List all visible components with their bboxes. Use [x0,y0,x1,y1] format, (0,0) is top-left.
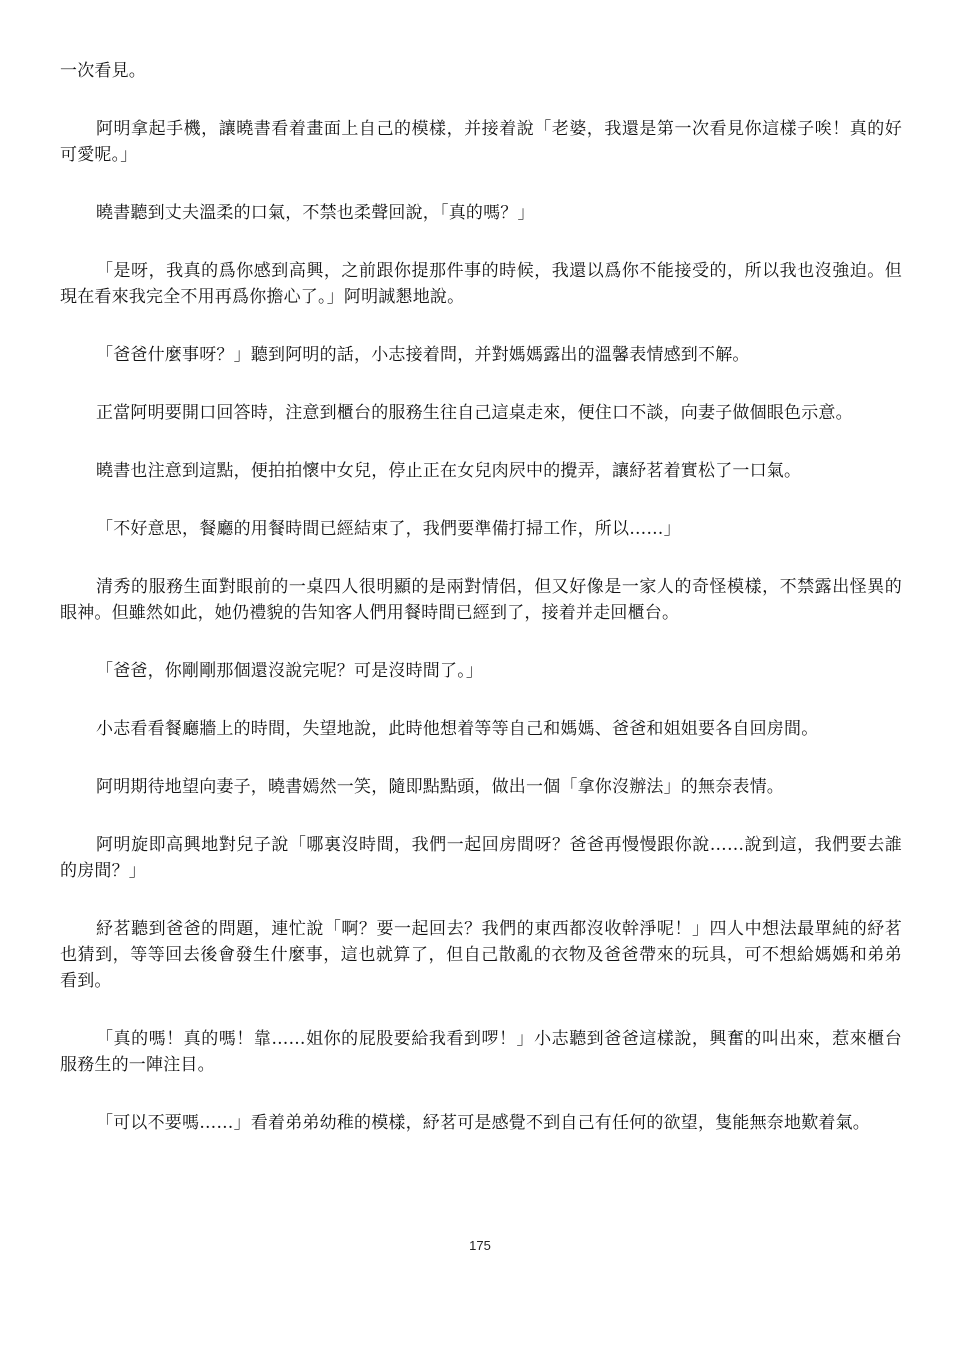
paragraph: 「真的嗎！真的嗎！靠……姐你的屁股要給我看到啰！」小志聽到爸爸這樣說，興奮的叫出來，惹來櫃台服務生的一陣注目。 [60,1029,902,1075]
paragraph: 「爸爸，你剛剛那個還沒說完呢？可是沒時間了。」 [96,661,484,681]
paragraph: 「不好意思，餐廳的用餐時間已經結束了，我們要準備打掃工作，所以……」 [96,519,681,539]
paragraph: 阿明期待地望向妻子，曉書嫣然一笑，隨即點點頭，做出一個「拿你沒辦法」的無奈表情。 [96,777,784,797]
page-number: 175 [469,1238,491,1253]
paragraph: 曉書也注意到這點，便拍拍懷中女兒，停止正在女兒肉屄中的攪弄，讓紓茗着實松了一口氣。 [96,461,802,481]
paragraph: 小志看看餐廳牆上的時間，失望地說，此時他想着等等自己和媽媽、爸爸和姐姐要各自回房間。 [96,719,819,739]
paragraph: 「可以不要嗎……」看着弟弟幼稚的模樣，紓茗可是感覺不到自己有任何的欲望，隻能無奈地歎着氣。 [96,1113,870,1133]
paragraph: 「是呀，我真的爲你感到高興，之前跟你提那件事的時候，我還以爲你不能接受的，所以我也沒強迫。但現在看來我完全不用再爲你擔心了。」阿明誠懇地說。 [60,261,902,307]
paragraph: 阿明拿起手機，讓曉書看着畫面上自己的模樣，并接着說「老婆，我還是第一次看見你這樣子唉！真的好可愛呢。」 [60,119,902,165]
paragraph: 紓茗聽到爸爸的問題，連忙說「啊？要一起回去？我們的東西都沒收幹淨呢！」四人中想法最單純的紓茗也猜到，等等回去後會發生什麼事，這也就算了，但自己散亂的衣物及爸爸帶來的玩具，可不想給媽媽和弟弟看到。 [60,919,902,991]
paragraph-continuation: 一次看見。 [60,61,146,81]
paragraph: 曉書聽到丈夫溫柔的口氣，不禁也柔聲回說，「真的嗎？」 [96,203,535,223]
paragraph: 清秀的服務生面對眼前的一桌四人很明顯的是兩對情侶，但又好像是一家人的奇怪模樣，不禁露出怪異的眼神。但雖然如此，她仍禮貌的告知客人們用餐時間已經到了，接着并走回櫃台。 [60,577,902,623]
document-body [60,58,902,1168]
paragraph: 「爸爸什麼事呀？」聽到阿明的話，小志接着問，并對媽媽露出的溫馨表情感到不解。 [96,345,750,365]
paragraph: 阿明旋即高興地對兒子說「哪裏沒時間，我們一起回房間呀？爸爸再慢慢跟你說……說到這，我們要去誰的房間？」 [60,835,902,881]
paragraph: 正當阿明要開口回答時，注意到櫃台的服務生往自己這桌走來，便住口不談，向妻子做個眼色示意。 [96,403,853,423]
